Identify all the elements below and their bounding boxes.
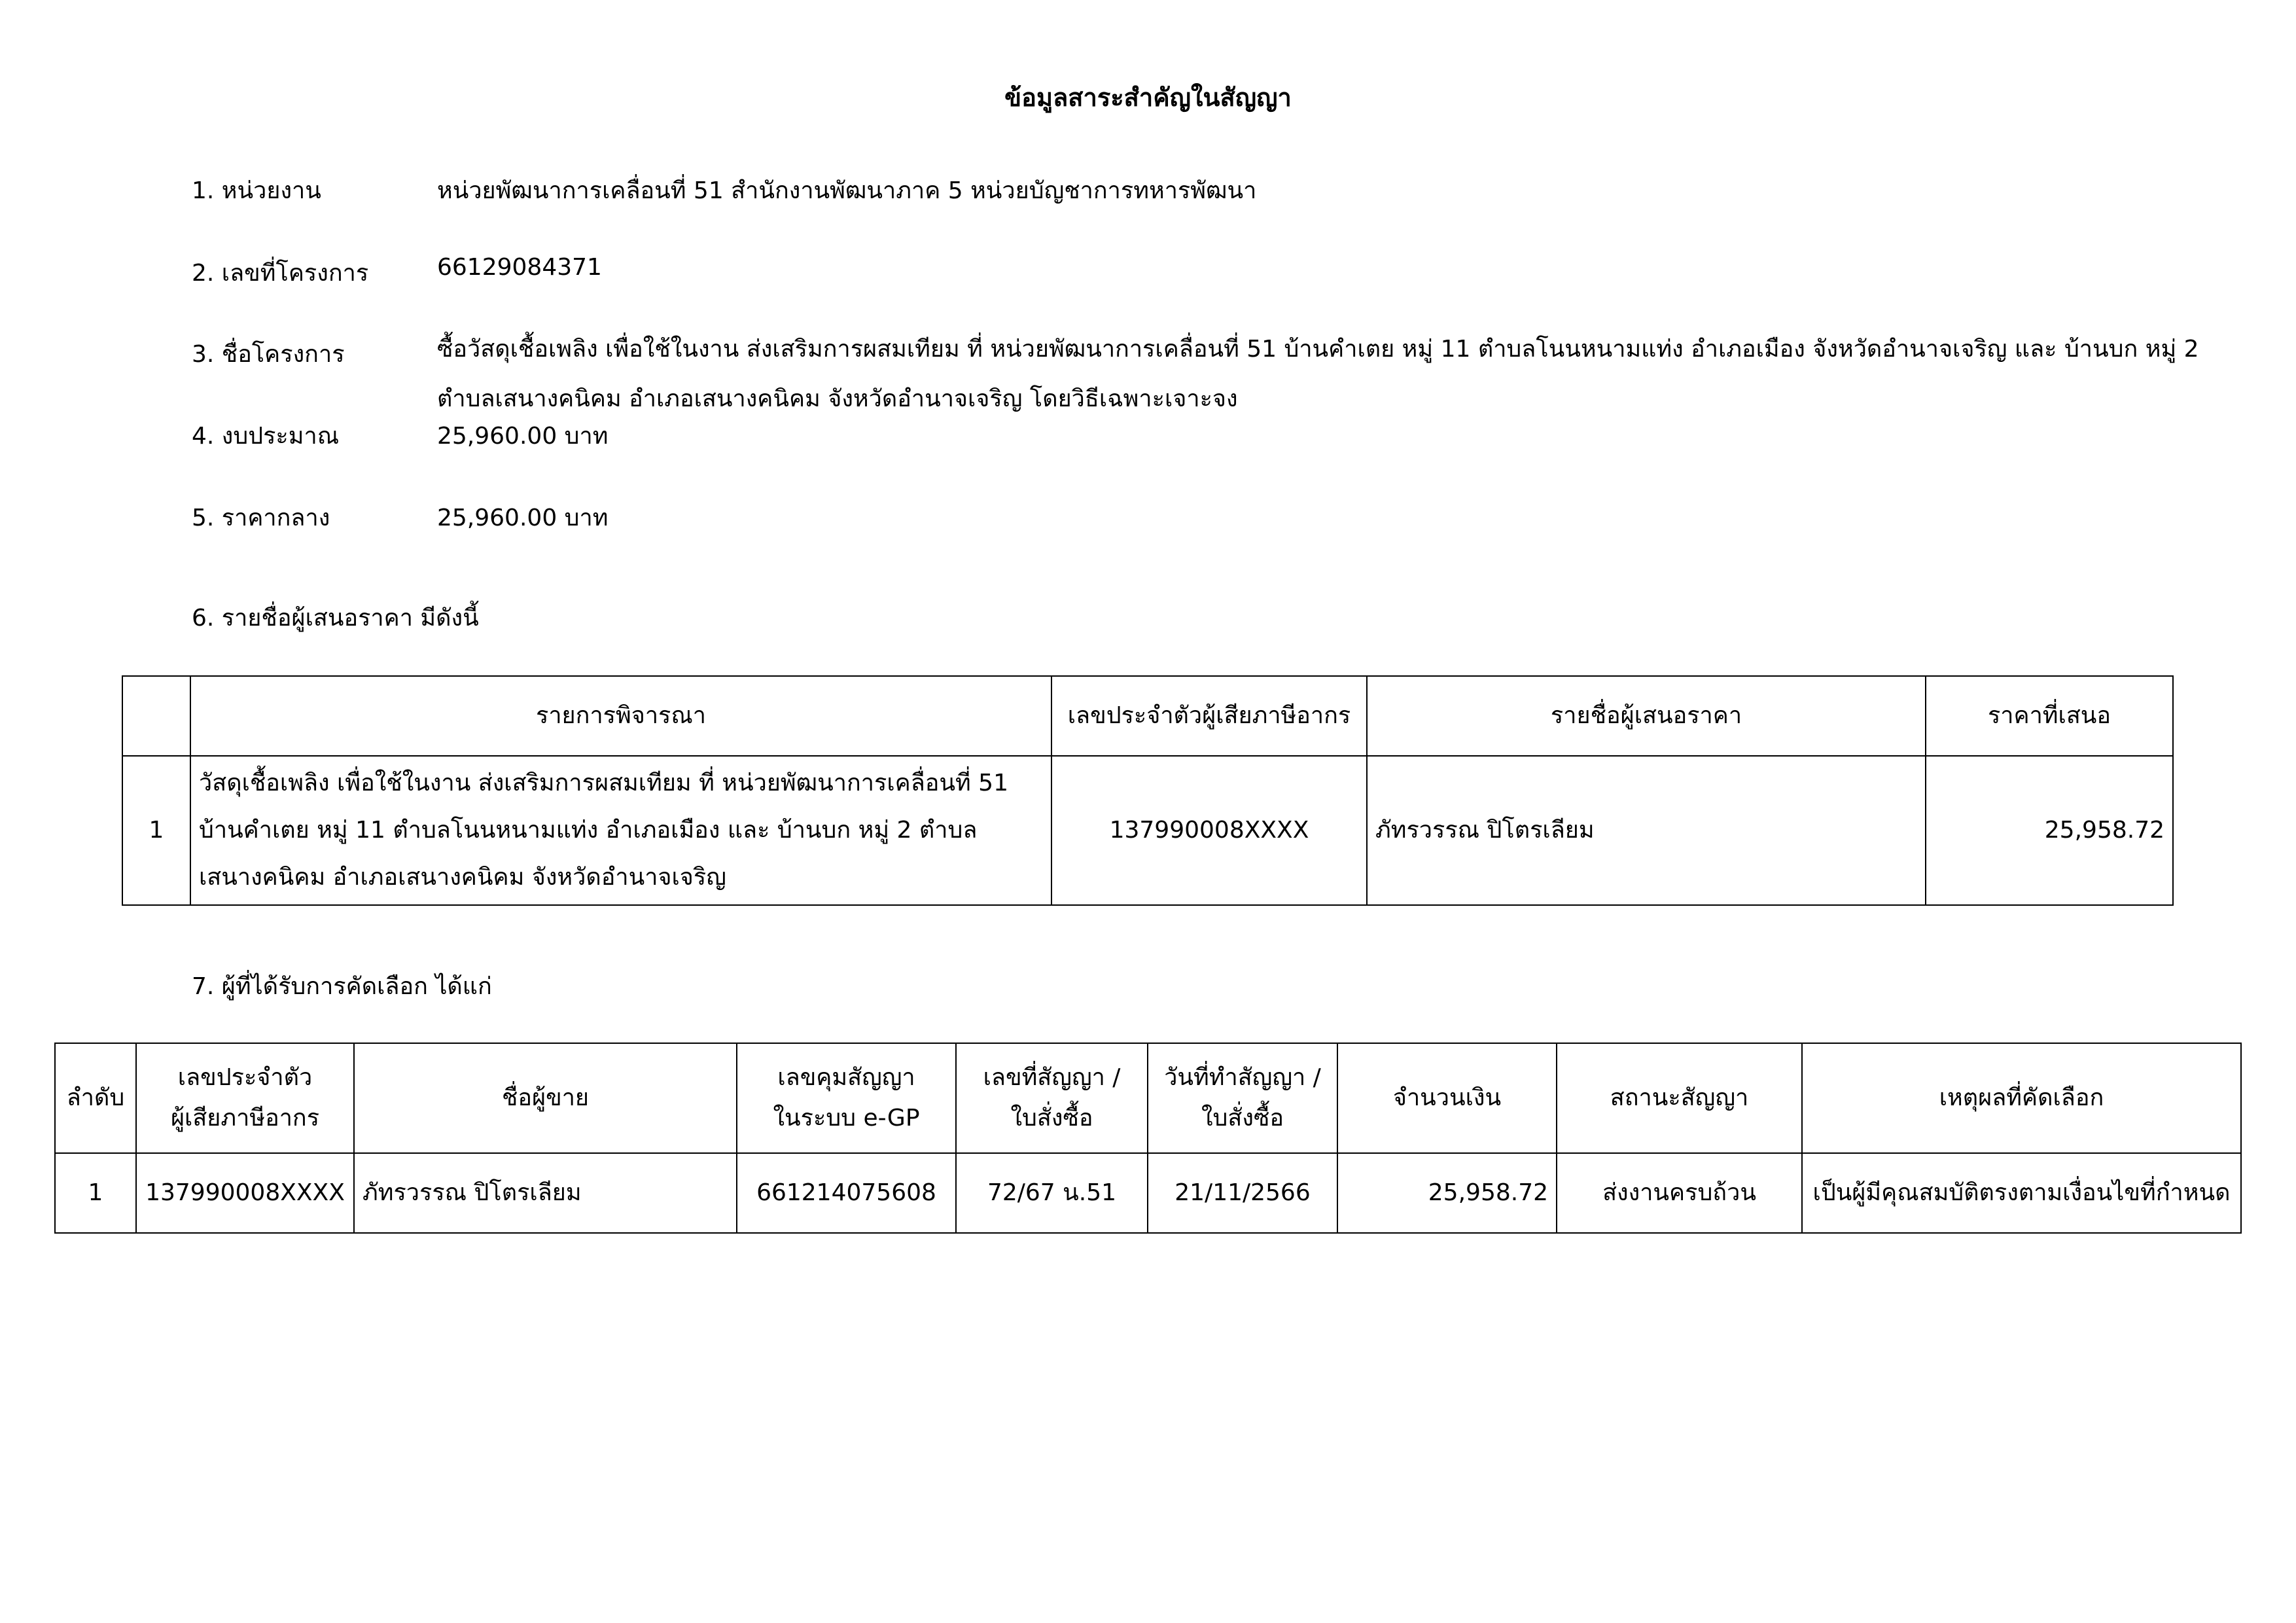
project-name-label: 3. ชื่อโครงการ: [192, 341, 345, 368]
selected-table: [54, 1043, 2242, 1234]
selected-col-egp-line1: เลขคุมสัญญา: [777, 1064, 915, 1091]
selected-col-egp: [737, 1043, 956, 1153]
agency-value: หน่วยพัฒนาการเคลื่อนที่ 51 สำนักงานพัฒนาภาค 5 หน่วยบัญชาการทหารพัฒนา: [437, 177, 1257, 204]
table-row: [122, 756, 2173, 905]
selected-row-contract-no: 72/67 น.51: [956, 1153, 1148, 1233]
selected-col-tax-id: [136, 1043, 354, 1153]
bidders-header-row: [122, 676, 2173, 756]
bidder-row-tax-id: 137990008XXXX: [1051, 756, 1367, 905]
selected-col-contract-no-line1: เลขที่สัญญา /: [983, 1064, 1121, 1091]
selected-row-status: ส่งงานครบถ้วน: [1557, 1153, 1802, 1233]
selected-col-contract-date-line1: วันที่ทำสัญญา /: [1164, 1064, 1321, 1091]
selected-col-contract-no-line2: ใบสั่งซื้อ: [1010, 1105, 1093, 1132]
bidder-row-no: 1: [122, 756, 190, 905]
selected-heading: 7. ผู้ที่ได้รับการคัดเลือก ได้แก่: [192, 973, 492, 1000]
selected-row-egp-no: 661214075608: [737, 1153, 956, 1233]
selected-col-contract-date: [1148, 1043, 1337, 1153]
selected-row-tax-id: 137990008XXXX: [136, 1153, 354, 1233]
project-name-value: ซื้อวัสดุเชื้อเพลิง เพื่อใช้ในงาน ส่งเสริมการผสมเทียม ที่ หน่วยพัฒนาการเคลื่อนที่ 51 บ้านคำเตย หมู่ 11 ตำบลโนนหนามแท่ง อำเภอเมือง จังหวัดอำนาจเจริญ และ บ้านบก หมู่ 2 ตำบลเสนางคนิคม อำเภอเสนางคนิคม จังหวัดอำนาจเจริญ โดยวิธีเฉพาะเจาะจง: [437, 336, 2199, 412]
selected-col-seller: ชื่อผู้ขาย: [354, 1043, 737, 1153]
budget-label: 4. งบประมาณ: [192, 423, 340, 450]
project-no-label: 2. เลขที่โครงการ: [192, 260, 369, 287]
selected-row-amount: 25,958.72: [1337, 1153, 1557, 1233]
bidder-row-name: ภัทรวรรณ ปิโตรเลียม: [1367, 756, 1926, 905]
bidders-col-no: [122, 676, 190, 756]
selected-row-reason: เป็นผู้มีคุณสมบัติตรงตามเงื่อนไขที่กำหนด: [1802, 1153, 2241, 1233]
bidders-col-bidder: รายชื่อผู้เสนอราคา: [1367, 676, 1926, 756]
table-row: [55, 1153, 2241, 1233]
bidder-row-price: 25,958.72: [1926, 756, 2173, 905]
selected-col-tax-id-line1: เลขประจำตัว: [177, 1064, 313, 1091]
selected-col-egp-line2: ในระบบ e-GP: [773, 1105, 920, 1132]
bidders-col-item: รายการพิจารณา: [190, 676, 1051, 756]
reference-price-value: 25,960.00 บาท: [437, 505, 609, 531]
bidder-row-item: วัสดุเชื้อเพลิง เพื่อใช้ในงาน ส่งเสริมการผสมเทียม ที่ หน่วยพัฒนาการเคลื่อนที่ 51 บ้านคำเตย หมู่ 11 ตำบลโนนหนามแท่ง อำเภอเมือง และ บ้านบก หมู่ 2 ตำบลเสนางคนิคม อำเภอเสนางคนิคม จังหวัดอำนาจเจริญ: [190, 756, 1051, 905]
selected-col-tax-id-line2: ผู้เสียภาษีอากร: [170, 1105, 320, 1132]
budget-value: 25,960.00 บาท: [437, 423, 609, 450]
bidders-col-tax-id: เลขประจำตัวผู้เสียภาษีอากร: [1051, 676, 1367, 756]
bidders-col-price: ราคาที่เสนอ: [1926, 676, 2173, 756]
selected-col-reason: เหตุผลที่คัดเลือก: [1802, 1043, 2241, 1153]
selected-col-no: ลำดับ: [55, 1043, 136, 1153]
agency-label: 1. หน่วยงาน: [192, 177, 321, 204]
bidders-heading: 6. รายชื่อผู้เสนอราคา มีดังนี้: [192, 605, 479, 632]
selected-row-contract-date: 21/11/2566: [1148, 1153, 1337, 1233]
document-title: ข้อมูลสาระสำคัญในสัญญา: [1004, 83, 1292, 112]
selected-col-status: สถานะสัญญา: [1557, 1043, 1802, 1153]
selected-row-seller: ภัทรวรรณ ปิโตรเลียม: [354, 1153, 737, 1233]
selected-col-contract-no: [956, 1043, 1148, 1153]
selected-col-contract-date-line2: ใบสั่งซื้อ: [1201, 1105, 1284, 1132]
reference-price-label: 5. ราคากลาง: [192, 505, 330, 531]
selected-header-row: [55, 1043, 2241, 1153]
selected-row-no: 1: [55, 1153, 136, 1233]
project-no-value: 66129084371: [437, 254, 602, 281]
bidders-table: [122, 675, 2174, 906]
selected-col-amount: จำนวนเงิน: [1337, 1043, 1557, 1153]
